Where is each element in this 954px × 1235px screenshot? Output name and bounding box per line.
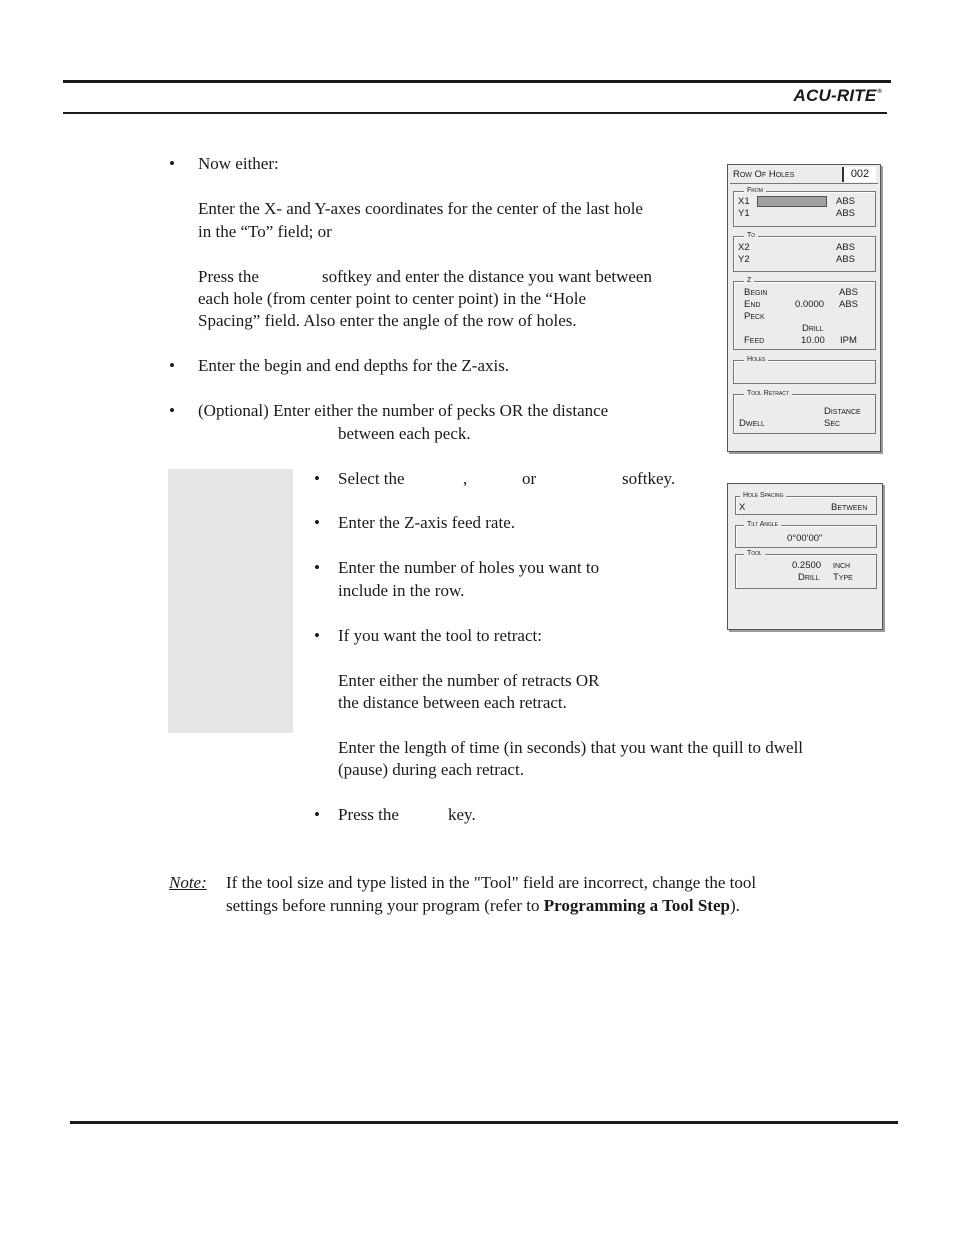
begin-abs: ABS xyxy=(839,287,859,298)
step-number: 002 xyxy=(842,167,876,182)
y1-abs: ABS xyxy=(836,208,856,219)
bullet-retract: If you want the tool to retract: xyxy=(338,626,542,645)
para-softkey-line3: Spacing” field. Also enter the angle of the row of holes. xyxy=(198,311,577,330)
end-value: 0.0000 xyxy=(795,299,825,310)
bullet-marker: • xyxy=(169,401,175,420)
select-softkey-end: softkey. xyxy=(622,469,676,488)
para-coordinates-line1: Enter the X- and Y-axes coordinates for the center of the last hole xyxy=(198,199,643,218)
acu-rite-logo: ACU-RITE® xyxy=(793,86,882,105)
tool-type-label: Type xyxy=(833,572,853,583)
select-softkey-comma: , xyxy=(463,469,468,488)
bullet-pecks-line1: (Optional) Enter either the number of pecks OR the distance xyxy=(198,401,609,420)
to-group xyxy=(733,232,876,272)
feed-unit: IPM xyxy=(840,335,857,346)
retract-para2-line1: Enter the length of time (in seconds) that you want the quill to dwell xyxy=(338,738,804,757)
hole-spacing-label: Hole Spacing xyxy=(740,491,786,501)
tool-retract-group xyxy=(733,390,876,434)
header-rule-bottom xyxy=(63,112,887,114)
note-line1: If the tool size and type listed in the "Tool" field are incorrect, change the tool xyxy=(226,873,757,892)
para-softkey-distance: softkey and enter the distance you want between xyxy=(322,267,652,286)
retract-para2-line2: (pause) during each retract. xyxy=(338,760,524,779)
x1-abs: ABS xyxy=(836,196,856,207)
tool-drill-label: Drill xyxy=(798,572,820,583)
bullet-marker: • xyxy=(169,154,175,173)
screen-title-bar xyxy=(730,167,878,184)
row-of-holes-screen xyxy=(727,164,881,452)
note-label: Note: xyxy=(169,873,207,892)
note-line2: settings before running your program (refer to Programming a Tool Step). xyxy=(226,896,740,915)
y2-label: Y2 xyxy=(738,254,750,265)
hole-spacing-screen xyxy=(727,483,883,630)
tool-label: Tool xyxy=(744,549,765,559)
margin-shade-box xyxy=(168,469,293,733)
tool-unit: inch xyxy=(833,560,851,571)
bullet-marker: • xyxy=(314,558,320,577)
drill-label: Drill xyxy=(802,323,824,334)
bullet-holes-line2: include in the row. xyxy=(338,581,465,600)
between-label: Between xyxy=(831,502,868,513)
tool-group xyxy=(735,550,877,589)
para-softkey-line2: each hole (from center point to center point) in the “Hole xyxy=(198,289,587,308)
bullet-marker: • xyxy=(314,626,320,645)
z-group xyxy=(733,277,876,350)
distance-label: Distance xyxy=(824,406,861,417)
x2-abs: ABS xyxy=(836,242,856,253)
select-softkey-text: Select the xyxy=(338,469,405,488)
holes-label: Holes xyxy=(744,355,768,365)
header-rule-top xyxy=(63,80,891,83)
bullet-pecks-line2: between each peck. xyxy=(338,424,471,443)
para-softkey-press: Press the xyxy=(198,267,259,286)
feed-label: Feed xyxy=(744,335,765,346)
y1-label: Y1 xyxy=(738,208,750,219)
to-label: To xyxy=(744,231,758,241)
feed-value: 10.00 xyxy=(801,335,825,346)
retract-para1-line2: the distance between each retract. xyxy=(338,693,567,712)
peck-label: Peck xyxy=(744,311,765,322)
tilt-angle-value: 0°00'00" xyxy=(787,533,823,544)
tilt-angle-group xyxy=(735,521,877,548)
z-label: Z xyxy=(744,276,754,286)
bullet-now-either: Now either: xyxy=(198,154,279,173)
bullet-z-depths: Enter the begin and end depths for the Z-axis. xyxy=(198,356,510,375)
x2-label: X2 xyxy=(738,242,750,253)
hole-spacing-group xyxy=(735,492,877,515)
dwell-label: Dwell xyxy=(739,418,765,429)
bullet-marker: • xyxy=(169,356,175,375)
bullet-marker: • xyxy=(314,469,320,488)
from-group xyxy=(733,187,876,227)
retract-para1-line1: Enter either the number of retracts OR xyxy=(338,671,600,690)
tilt-angle-label: Tilt Angle xyxy=(744,520,781,530)
note-reference-link: Programming a Tool Step xyxy=(543,896,730,915)
screen-title: Row Of Holes xyxy=(733,169,795,180)
para-coordinates-line2: in the “To” field; or xyxy=(198,222,332,241)
footer-rule xyxy=(70,1121,898,1124)
x1-input-field[interactable] xyxy=(757,196,827,207)
begin-label: Begin xyxy=(744,287,768,298)
bullet-feed-rate: Enter the Z-axis feed rate. xyxy=(338,513,515,532)
tool-retract-label: Tool Retract xyxy=(744,389,792,399)
holes-group xyxy=(733,356,876,384)
y2-abs: ABS xyxy=(836,254,856,265)
x-label: X xyxy=(739,502,746,513)
end-label: End xyxy=(744,299,761,310)
x1-label: X1 xyxy=(738,196,750,207)
from-label: From xyxy=(744,186,766,196)
bullet-holes-line1: Enter the number of holes you want to xyxy=(338,558,600,577)
sec-label: Sec xyxy=(824,418,841,429)
bullet-marker: • xyxy=(314,805,320,824)
tool-size-value: 0.2500 xyxy=(792,560,822,571)
press-key-text: Press the xyxy=(338,805,399,824)
bullet-marker: • xyxy=(314,513,320,532)
end-abs: ABS xyxy=(839,299,859,310)
select-softkey-or: or xyxy=(522,469,537,488)
press-key-end: key. xyxy=(448,805,476,824)
